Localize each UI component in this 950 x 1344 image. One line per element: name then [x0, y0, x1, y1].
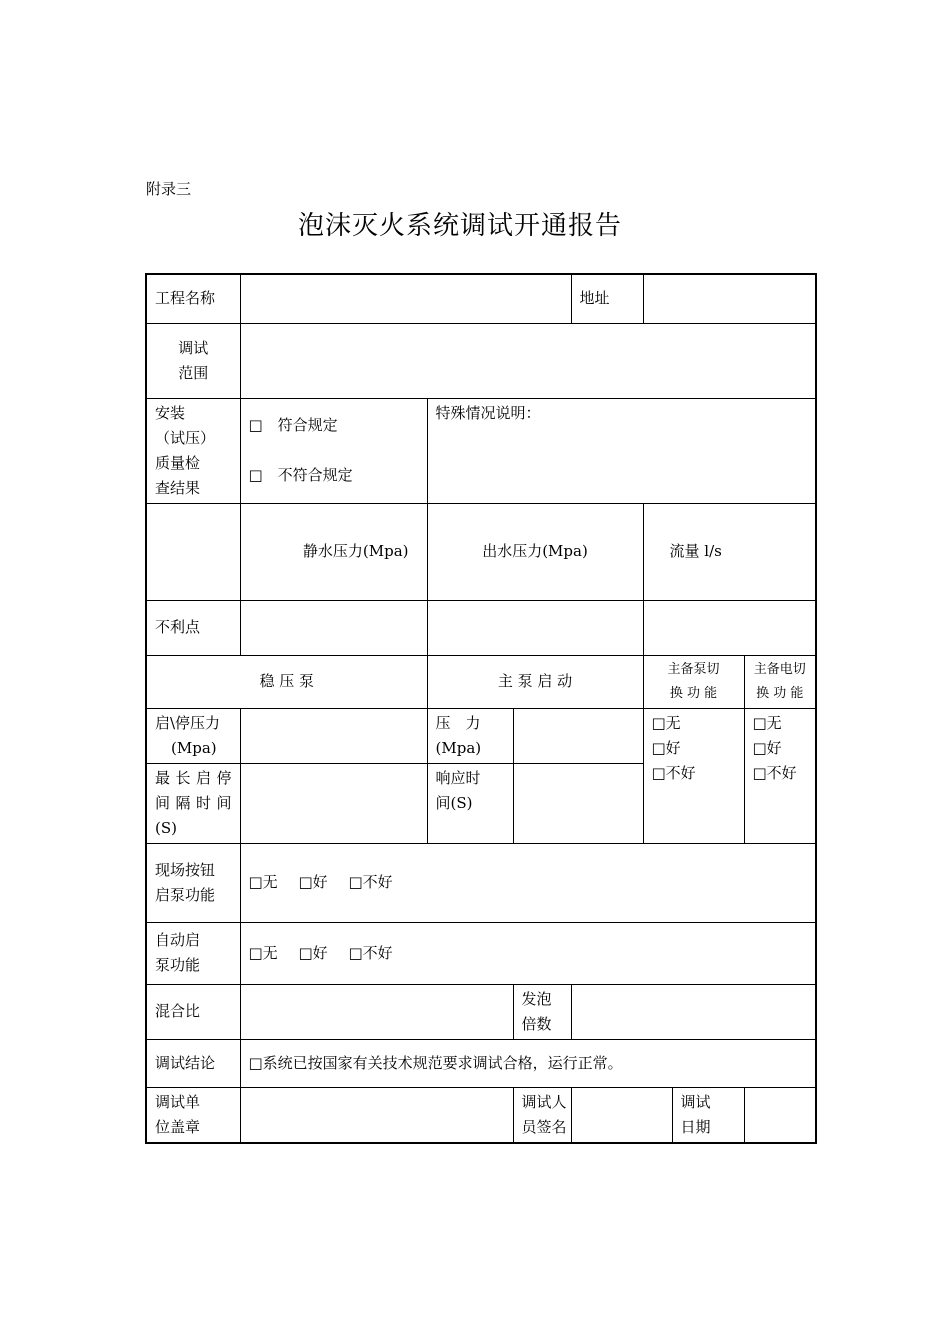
signer-label: 调试人 员签名 [513, 1087, 571, 1143]
blank-header-cell [146, 503, 240, 600]
row-signatures [146, 1087, 816, 1143]
flow-label: 流量 l/s [643, 503, 816, 600]
pump-switch-label: 主备泵切 换 功 能 [643, 655, 744, 708]
power-switch-none-checkbox[interactable]: □无 [752, 713, 782, 732]
conclusion-checkbox[interactable]: □系统已按国家有关技术规范要求调试合格，运行正常。 [240, 1039, 816, 1087]
foam-ratio-field[interactable] [571, 984, 816, 1039]
site-button-label: 现场按钮 启泵功能 [146, 843, 240, 922]
row-mix-ratio [146, 984, 816, 1039]
option-compliant-checkbox[interactable]: □ 符合规定 [248, 416, 338, 434]
row-conclusion [146, 1039, 816, 1087]
page-title: 泡沫灭火系统调试开通报告 [297, 211, 622, 241]
pump-switch-none-checkbox[interactable]: □无 [651, 713, 681, 732]
main-pump-label: 主 泵 启 动 [427, 655, 643, 708]
install-options [240, 398, 427, 503]
date-label: 调试 日期 [672, 1087, 744, 1143]
unit-seal-label: 调试单 位盖章 [146, 1087, 240, 1143]
row-project [146, 274, 816, 323]
project-name-field[interactable] [240, 274, 571, 323]
main-pressure-field[interactable] [513, 708, 643, 763]
unit-seal-field[interactable] [240, 1087, 513, 1143]
auto-start-label: 自动启 泵功能 [146, 922, 240, 984]
flow-field[interactable] [643, 600, 816, 655]
mix-ratio-field[interactable] [240, 984, 513, 1039]
row-scope [146, 323, 816, 398]
outlet-pressure-field[interactable] [427, 600, 643, 655]
mix-ratio-label: 混合比 [146, 984, 240, 1039]
response-time-field[interactable] [513, 763, 643, 843]
auto-start-options [240, 922, 816, 984]
row-auto-start [146, 922, 816, 984]
row-worst-point [146, 600, 816, 655]
scope-label: 调试 范围 [146, 323, 240, 398]
special-note-cell[interactable] [427, 398, 816, 503]
site-button-options [240, 843, 816, 922]
max-interval-label: 最 长 启 停 间 隔 时 间 (S) [146, 763, 240, 843]
row-install-quality [146, 398, 816, 503]
pump-switch-options [643, 708, 744, 843]
scope-field[interactable] [240, 323, 816, 398]
static-pressure-field[interactable] [240, 600, 427, 655]
row-site-button [146, 843, 816, 922]
main-pressure-label: 压 力 (Mpa) [427, 708, 513, 763]
date-field[interactable] [744, 1087, 816, 1143]
response-time-label: 响应时 间(S) [427, 763, 513, 843]
pump-switch-bad-checkbox[interactable]: □不好 [651, 763, 696, 782]
pump-switch-good-checkbox[interactable]: □好 [651, 738, 681, 757]
install-quality-label: 安装 （试压） 质量检 查结果 [146, 398, 240, 503]
appendix-label: 附录三 [146, 180, 192, 198]
power-switch-good-checkbox[interactable]: □好 [752, 738, 782, 757]
foam-ratio-label: 发泡 倍数 [513, 984, 571, 1039]
site-button-none-checkbox[interactable]: □无 [248, 873, 278, 891]
static-pressure-label: 静水压力(Mpa) [240, 503, 427, 600]
address-field[interactable] [643, 274, 816, 323]
conclusion-label: 调试结论 [146, 1039, 240, 1087]
start-stop-pressure-label: 启\停压力 (Mpa) [146, 708, 240, 763]
address-label: 地址 [571, 274, 643, 323]
auto-start-none-checkbox[interactable]: □无 [248, 943, 278, 962]
power-switch-label: 主备电切 换 功 能 [744, 655, 816, 708]
special-note-label: 特殊情况说明： [435, 403, 541, 422]
auto-start-good-checkbox[interactable]: □好 [298, 943, 328, 962]
site-button-bad-checkbox[interactable]: □不好 [348, 873, 393, 891]
row-pressure-headers [146, 503, 816, 600]
start-stop-pressure-field[interactable] [240, 708, 427, 763]
report-form-table [145, 273, 817, 1144]
worst-point-label: 不利点 [146, 600, 240, 655]
stabilizer-pump-label: 稳 压 泵 [146, 655, 427, 708]
site-button-good-checkbox[interactable]: □好 [298, 873, 328, 891]
option-noncompliant-checkbox[interactable]: □ 不符合规定 [248, 466, 353, 484]
project-name-label: 工程名称 [146, 274, 240, 323]
outlet-pressure-label: 出水压力(Mpa) [427, 503, 643, 600]
power-switch-bad-checkbox[interactable]: □不好 [752, 763, 797, 782]
power-switch-options [744, 708, 816, 843]
row-pump-headers [146, 655, 816, 708]
max-interval-field[interactable] [240, 763, 427, 843]
auto-start-bad-checkbox[interactable]: □不好 [348, 943, 393, 962]
row-start-stop [146, 708, 816, 763]
signer-field[interactable] [571, 1087, 672, 1143]
